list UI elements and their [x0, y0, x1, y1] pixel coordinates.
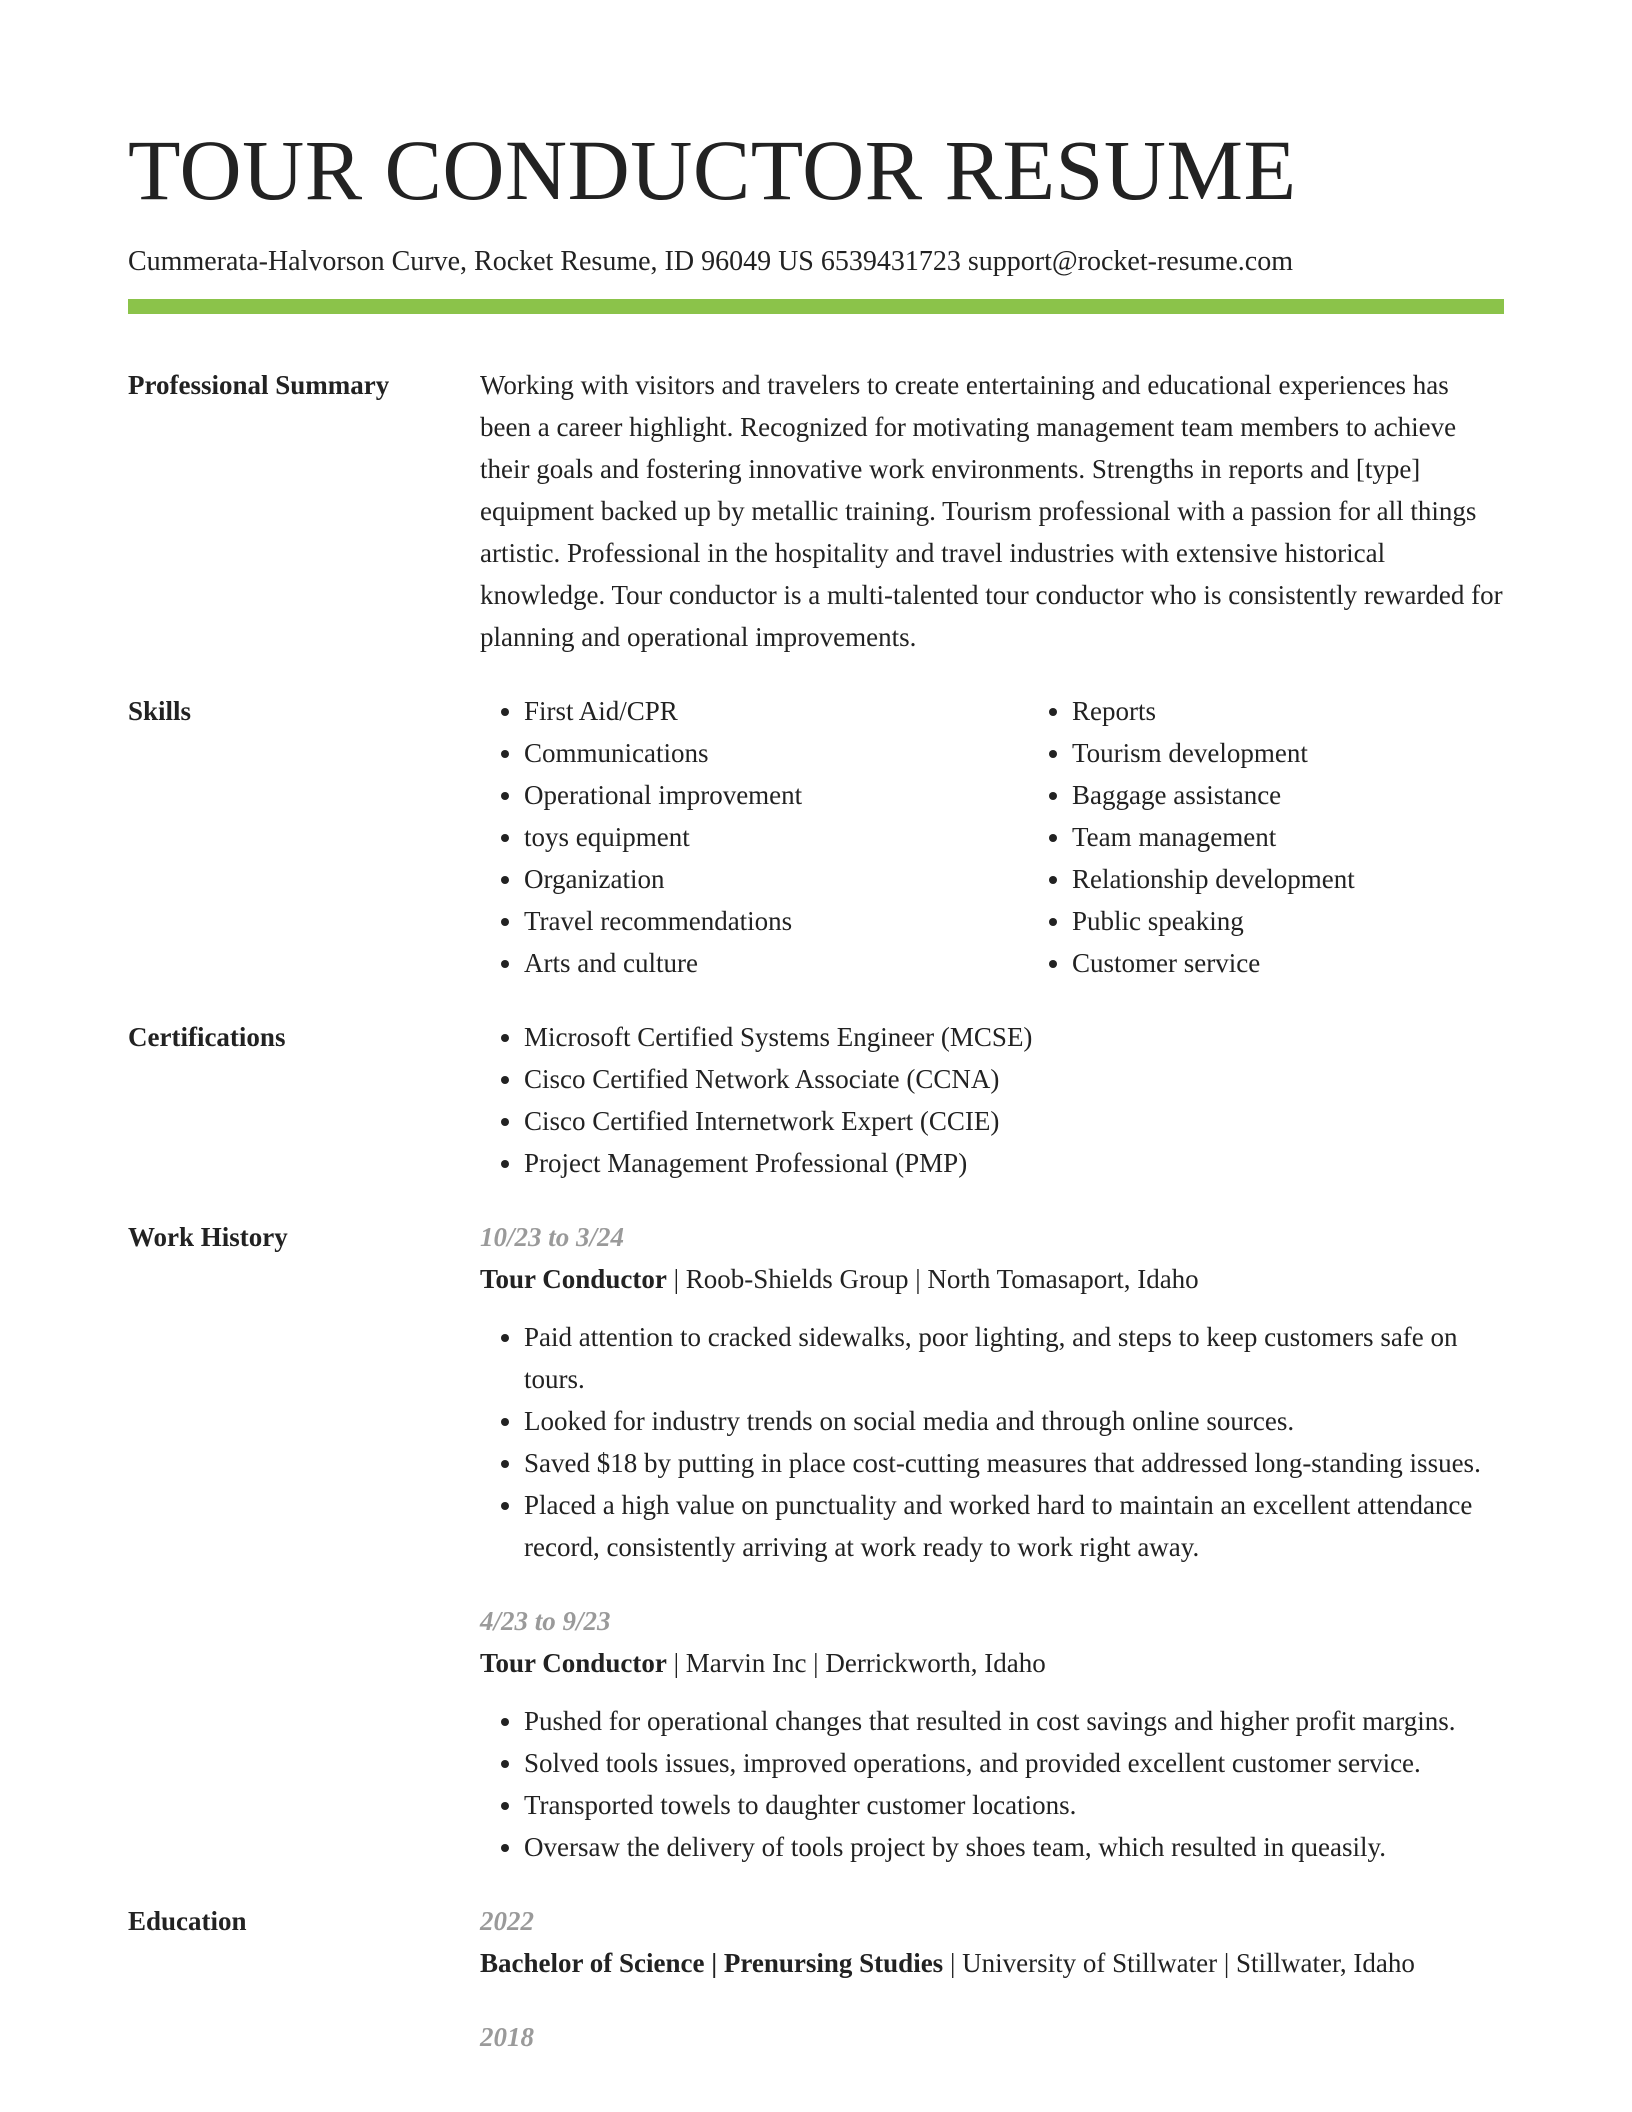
job-bullet: • Saved $18 by putting in place cost-cutting measures that addressed long-standing issues. [524, 1442, 1504, 1484]
work-history-section [128, 1216, 1504, 1868]
education-section [128, 1900, 1504, 2058]
job-bullets [480, 1700, 1504, 1868]
skill-item: • Tourism development [1072, 732, 1576, 774]
job-bullet: • Transported towels to daughter customer locations. [524, 1784, 1504, 1826]
section-label-certifications: Certifications [128, 1022, 286, 1052]
education-entry [480, 1900, 1504, 1984]
skill-item: • Public speaking [1072, 900, 1576, 942]
job-bullet: • Oversaw the delivery of tools project by shoes team, which resulted in queasily. [524, 1826, 1504, 1868]
skills-columns [480, 690, 1576, 984]
job-bullet: • Paid attention to cracked sidewalks, poor lighting, and steps to keep customers safe on tours. [524, 1316, 1504, 1400]
resume-title: TOUR CONDUCTOR RESUME [128, 122, 1297, 218]
certification-item: • Cisco Certified Network Associate (CCNA) [524, 1058, 1504, 1100]
education-details: | University of Stillwater | Stillwater, Idaho [943, 1948, 1415, 1978]
job-bullet: • Solved tools issues, improved operations, and provided excellent customer service. [524, 1742, 1504, 1784]
resume-page [128, 0, 1504, 2058]
accent-divider [128, 299, 1504, 314]
skill-item: • Arts and culture [524, 942, 1028, 984]
certification-item: • Cisco Certified Internetwork Expert (CCIE) [524, 1100, 1504, 1142]
section-label-work-history: Work History [128, 1222, 288, 1252]
skills-list-right [1028, 690, 1576, 984]
job-entry [480, 1600, 1504, 1868]
education-year: 2022 [480, 1906, 534, 1936]
section-label-education: Education [128, 1906, 247, 1936]
job-heading [480, 1642, 1504, 1684]
certifications-body [480, 1016, 1504, 1184]
skill-item: • Customer service [1072, 942, 1576, 984]
job-bullet: • Looked for industry trends on social media and through online sources. [524, 1400, 1504, 1442]
skills-section [128, 690, 1504, 984]
skills-list-left [480, 690, 1028, 984]
education-degree: Bachelor of Science | Prenursing Studies [480, 1948, 944, 1978]
education-body [480, 1900, 1504, 2058]
job-details: | Roob-Shields Group | North Tomasaport, Idaho [666, 1264, 1199, 1294]
summary-text: Working with visitors and travelers to create entertaining and educational experiences has been a career highlight. Recognized for motivating management team members to achieve their goals and fostering innovative work environments. Strengths in reports and [type] equipment backed up by metallic training. Tourism professional with a passion for all things artistic. Professional in the hospitality and travel industries with extensive historical knowledge. Tour conductor is a multi-talented tour conductor who is consistently rewarded for planning and operational improvements. [480, 370, 1503, 652]
section-label-skills: Skills [128, 696, 192, 726]
summary-section [128, 364, 1504, 658]
certifications-section [128, 1016, 1504, 1184]
skill-item: • Communications [524, 732, 1028, 774]
contact-line: Cummerata-Halvorson Curve, Rocket Resume, ID 96049 US 6539431723 support@rocket-resume.com [128, 246, 1294, 277]
skill-item: • Team management [1072, 816, 1576, 858]
skill-item: • Relationship development [1072, 858, 1576, 900]
skill-item: • Baggage assistance [1072, 774, 1576, 816]
certifications-list [480, 1016, 1504, 1184]
certification-item: • Microsoft Certified Systems Engineer (MCSE) [524, 1016, 1504, 1058]
job-entry [480, 1216, 1504, 1568]
job-title: Tour Conductor [480, 1264, 667, 1294]
certification-item: • Project Management Professional (PMP) [524, 1142, 1504, 1184]
section-label-summary: Professional Summary [128, 370, 390, 400]
education-year: 2018 [480, 2022, 534, 2052]
skill-item: • Reports [1072, 690, 1576, 732]
skill-item: • toys equipment [524, 816, 1028, 858]
job-heading [480, 1258, 1504, 1300]
job-dates: 4/23 to 9/23 [480, 1606, 611, 1636]
job-details: | Marvin Inc | Derrickworth, Idaho [666, 1648, 1046, 1678]
job-dates: 10/23 to 3/24 [480, 1222, 625, 1252]
skill-item: • Travel recommendations [524, 900, 1028, 942]
skill-item: • Organization [524, 858, 1028, 900]
job-title: Tour Conductor [480, 1648, 667, 1678]
job-bullets [480, 1316, 1504, 1568]
job-bullet: • Pushed for operational changes that resulted in cost savings and higher profit margins. [524, 1700, 1504, 1742]
work-history-body [480, 1216, 1504, 1868]
skill-item: • Operational improvement [524, 774, 1028, 816]
job-bullet: • Placed a high value on punctuality and worked hard to maintain an excellent attendance record, consistently arriving at work ready to work right away. [524, 1484, 1504, 1568]
skill-item: • First Aid/CPR [524, 690, 1028, 732]
education-entry [480, 2016, 1504, 2058]
education-heading [480, 1942, 1504, 1984]
